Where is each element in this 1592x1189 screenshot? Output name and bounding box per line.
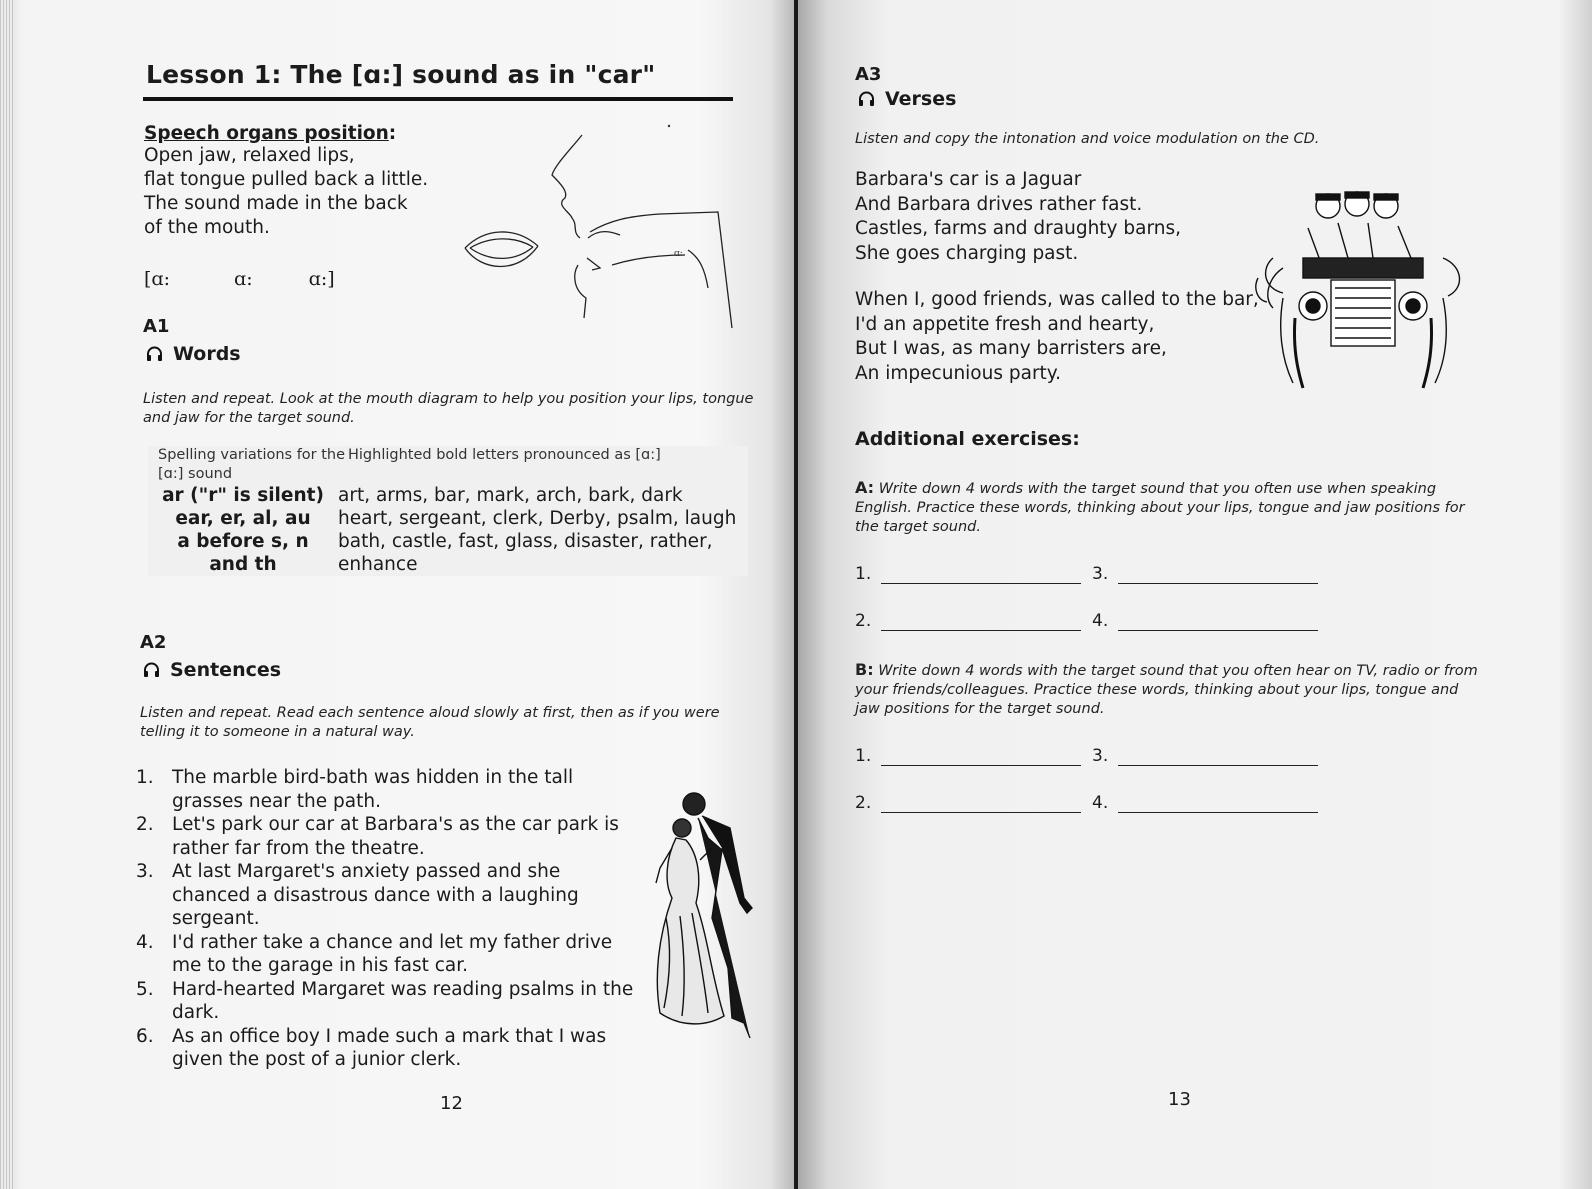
table-header-right: Highlighted bold letters pronounced as [ɑ:]	[348, 447, 661, 463]
speech-line: flat tongue pulled back a little.	[144, 169, 429, 190]
verse-line: Barbara's car is a Jaguar	[855, 169, 1082, 190]
examples-cell: art, arms, bar, mark, arch, bark, dark	[338, 485, 683, 506]
blank-number: 4.	[1092, 611, 1109, 631]
jaw-outline	[575, 265, 586, 318]
blank-number: 2.	[855, 793, 872, 813]
answer-blank[interactable]	[1118, 794, 1318, 813]
spelling-cell: a before s, n and th	[177, 531, 309, 575]
page-edge	[0, 0, 14, 1189]
answer-blank[interactable]	[881, 565, 1081, 584]
spelling-cell: ear, er, al, au	[175, 508, 311, 529]
a2-instruction: Listen and repeat. Read each sentence aloud slowly at first, then as if you were telling it to someone in a natural way.	[140, 705, 720, 740]
exercise-a-text: Write down 4 words with the target sound that you often use when speaking English. Practice these words, thinking about your lips, tongue and jaw positions for the target sound.	[855, 481, 1465, 535]
a1-name: Words	[173, 343, 241, 365]
list-item: 3. At last Margaret's anxiety passed and she chanced a disastrous dance with a laughing sergeant.	[136, 861, 579, 929]
headphones-icon	[146, 346, 163, 362]
verse-line: Castles, farms and draughty barns,	[855, 218, 1181, 239]
verse-line: An impecunious party.	[855, 362, 1062, 384]
phonetic-1: [ɑ:	[144, 268, 170, 290]
answer-blank[interactable]	[881, 747, 1081, 766]
blank-number: 2.	[855, 611, 872, 631]
answer-blank[interactable]	[1118, 747, 1318, 766]
a1-id: A1	[143, 316, 170, 337]
a1-heading	[146, 343, 241, 365]
exercise-b-label: B:	[855, 660, 874, 679]
table-row	[148, 507, 748, 530]
left-page	[0, 0, 794, 1189]
blank-number: 1.	[855, 746, 872, 766]
answer-row	[855, 564, 1318, 584]
speech-line: The sound made in the back	[144, 193, 408, 214]
exercise-b	[855, 660, 1480, 719]
a2-heading	[143, 659, 281, 681]
vintage-car-illustration	[1253, 188, 1473, 398]
verse-1	[855, 168, 1181, 266]
lower-lip-shape	[465, 246, 538, 267]
blank-number: 1.	[855, 564, 872, 584]
answer-blank[interactable]	[1118, 565, 1318, 584]
right-page	[798, 0, 1592, 1189]
list-item: 5. Hard-hearted Margaret was reading psalms in the dark.	[136, 978, 634, 1023]
upper-lip-shape	[465, 232, 538, 248]
a3-heading	[858, 88, 956, 110]
exercise-a	[855, 478, 1480, 537]
lesson-title: Lesson 1: The [ɑ:] sound as in "car"	[146, 60, 656, 89]
a3-name: Verses	[885, 88, 957, 110]
answer-row	[855, 611, 1318, 631]
phonetic-symbols	[144, 268, 335, 290]
verse-2	[855, 288, 1259, 386]
a3-instruction: Listen and copy the intonation and voice modulation on the CD.	[855, 131, 1320, 147]
speech-heading: Speech organs position:	[144, 123, 397, 144]
list-item: 4. I'd rather take a chance and let my father drive me to the garage in his fast car.	[136, 931, 613, 976]
speech-organs-block	[144, 123, 444, 240]
palate-outline	[590, 212, 732, 328]
answer-blank[interactable]	[1118, 612, 1318, 631]
phonetic-2: ɑ:	[234, 268, 253, 290]
exercise-a-label: A:	[855, 478, 875, 497]
speech-line: Open jaw, relaxed lips,	[144, 145, 355, 166]
speech-line: of the mouth.	[144, 217, 270, 238]
headphones-icon	[858, 91, 875, 107]
blank-number: 3.	[1092, 746, 1109, 766]
diagram-label: ɑ:	[674, 249, 683, 259]
list-item: 2. Let's park our car at Barbara's as the car park is rather far from the theatre.	[136, 814, 619, 859]
page-number: 13	[1168, 1089, 1191, 1110]
sentence-list	[136, 766, 636, 1072]
a2-name: Sentences	[170, 659, 282, 681]
spelling-cell: ar ("r" is silent)	[162, 485, 324, 506]
answer-row	[855, 746, 1318, 766]
additional-heading: Additional exercises:	[855, 428, 1080, 450]
headphones-icon	[143, 662, 160, 678]
list-item: 6. As an office boy I made such a mark that I was given the post of a junior clerk.	[136, 1025, 607, 1070]
spelling-table	[148, 446, 748, 576]
verse-line: When I, good friends, was called to the bar,	[855, 289, 1259, 310]
a1-instruction: Listen and repeat. Look at the mouth diagram to help you position your lips, tongue and jaw for the target sound.	[143, 391, 754, 426]
face-profile	[552, 135, 582, 238]
answer-blank[interactable]	[881, 794, 1081, 813]
title-rule	[143, 97, 733, 101]
list-item: 1. The marble bird-bath was hidden in the tall grasses near the path.	[136, 767, 574, 812]
phonetic-3: ɑ:]	[308, 268, 335, 290]
verse-line: I'd an appetite fresh and hearty,	[855, 313, 1155, 335]
verse-line: She goes charging past.	[855, 242, 1079, 264]
verse-line: But I was, as many barristers are,	[855, 338, 1167, 359]
mouth-diagram	[460, 120, 760, 340]
answer-row	[855, 793, 1318, 813]
blank-number: 4.	[1092, 793, 1109, 813]
table-header-left: Spelling variations for the [ɑ:] sound	[158, 447, 346, 482]
a2-id: A2	[140, 632, 167, 653]
dancing-couple-illustration	[652, 788, 772, 1043]
verse-line: And Barbara drives rather fast.	[855, 193, 1143, 215]
exercise-b-text: Write down 4 words with the target sound that you often hear on TV, radio or from your friends/colleagues. Practice these words, thinking about your lips, tongue and jaw positions for the target sound.	[855, 663, 1478, 717]
blank-number: 3.	[1092, 564, 1109, 584]
examples-cell: heart, sergeant, clerk, Derby, psalm, laugh	[338, 508, 737, 529]
examples-cell: bath, castle, fast, glass, disaster, rather, enhance	[338, 531, 713, 575]
page-number: 12	[440, 1093, 463, 1114]
a3-id: A3	[855, 64, 882, 85]
answer-blank[interactable]	[881, 612, 1081, 631]
table-row	[148, 484, 748, 507]
table-row	[148, 530, 748, 576]
